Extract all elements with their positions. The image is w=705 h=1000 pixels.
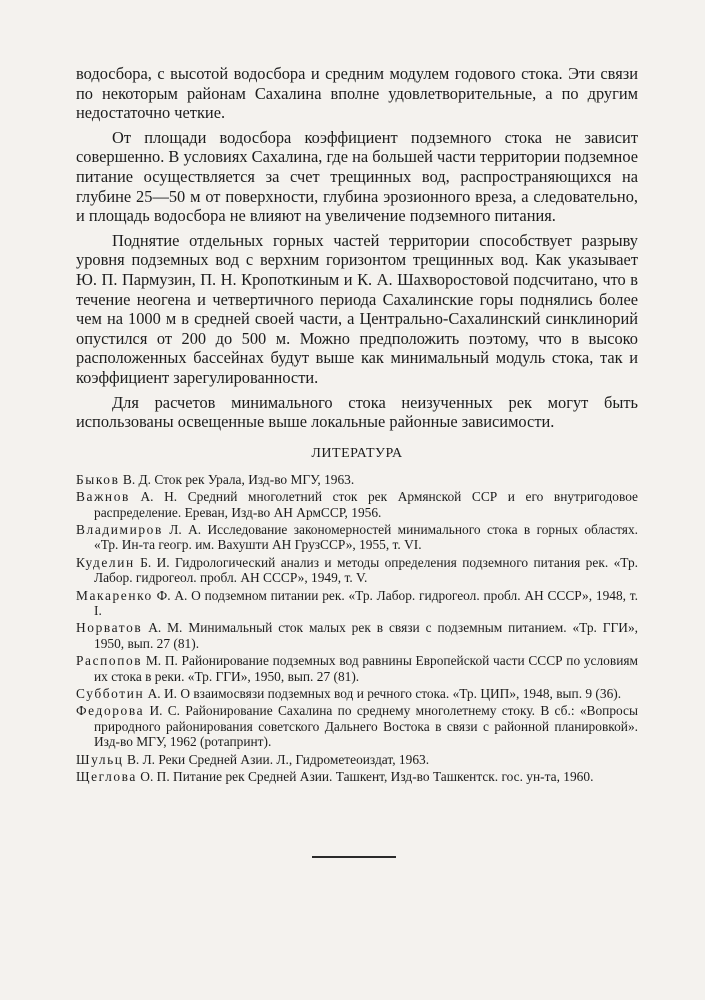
reference-text: А. М. Минимальный сток малых рек в связи с подземным питанием. «Тр. ГГИ», 1950, вып. 27 (81). <box>94 620 638 651</box>
reference-text: И. С. Районирование Сахалина по среднему многолетнему стоку. В сб.: «Вопросы природного районирования советского Дальнего Востока в связи с районной планировкой». Изд-во МГУ, 1962 (ротапринт). <box>94 703 638 750</box>
body-paragraph-1: водосбора, с высотой водосбора и средним модулем годового стока. Эти связи по некоторым районам Сахалина вполне удовлетворительные, а по другим недостаточно четкие. <box>76 64 638 123</box>
literature-heading: ЛИТЕРАТУРА <box>311 445 403 461</box>
reference-author: Щеглова <box>76 769 137 784</box>
reference-item <box>76 769 638 784</box>
reference-item <box>76 653 638 684</box>
reference-author: Субботин <box>76 685 145 701</box>
reference-text: Л. А. Исследование закономерностей минимального стока в горных областях. «Тр. Ин-та геогр. им. Вахушти АН ГрузССР», 1955, т. VI. <box>94 521 638 553</box>
reference-item <box>76 620 638 651</box>
reference-item <box>76 522 638 553</box>
reference-item <box>76 489 638 520</box>
reference-text: М. П. Районирование подземных вод равнины Европейской части СССР по условиям их стока в реки. «Тр. ГГИ», 1950, вып. 27 (81). <box>94 653 638 684</box>
reference-item <box>76 555 638 586</box>
reference-item <box>76 686 638 701</box>
reference-author: Шульц <box>76 751 124 767</box>
end-divider <box>312 856 396 858</box>
reference-text: В. Д. Сток рек Урала, Изд-во МГУ, 1963. <box>122 471 355 487</box>
page-content <box>76 64 638 786</box>
reference-text: О. П. Питание рек Средней Азии. Ташкент, Изд-во Ташкентск. гос. ун-та, 1960. <box>140 769 594 784</box>
reference-item <box>76 588 638 619</box>
reference-author: Федорова <box>76 703 145 719</box>
body-paragraph-3: Поднятие отдельных горных частей территории способствует разрыву уровня подземных вод с верхним горизонтом трещинных вод. Как указывает Ю. П. Пармузин, П. Н. Кропоткиным и К. А. Шахворостовой подсчитано, что в течение неогена и четвертичного периода Сахалинские горы поднялись более чем на 1000 м в средней своей части, а Центрально-Сахалинский синклинорий опустился от 200 до 500 м. Можно предположить поэтому, что в высоко расположенных бассейнах будут выше как минимальный модуль стока, так и коэффициент зарегулированности. <box>76 230 638 387</box>
reference-item <box>76 472 638 487</box>
body-paragraph-2: От площади водосбора коэффициент подземного стока не зависит совершенно. В условиях Сахалина, где на большей части территории подземное питание осуществляется за счет трещинных вод, распространяющихся на глубине 25—50 м от поверхности, глубина эрозионного вреза, а следовательно, и площадь водосбора не влияют на увеличение подземного питания. <box>76 127 638 226</box>
reference-author: Распопов <box>76 653 143 669</box>
reference-text: В. Л. Реки Средней Азии. Л., Гидрометеоиздат, 1963. <box>126 751 430 767</box>
reference-item <box>76 752 638 767</box>
reference-author: Куделин <box>76 554 135 570</box>
reference-author: Макаренко <box>76 587 153 603</box>
reference-author: Быков <box>76 471 120 487</box>
body-paragraph-4: Для расчетов минимального стока неизученных рек могут быть использованы освещенные выше локальные районные зависимости. <box>76 392 638 432</box>
reference-author: Важнов <box>76 489 130 505</box>
reference-text: Б. И. Гидрологический анализ и методы определения подземного питания рек. «Тр. Лабор. гидрогеол. пробл. АН СССР», 1949, т. V. <box>94 554 638 586</box>
reference-author: Владимиров <box>76 521 163 537</box>
reference-text: А. Н. Средний многолетний сток рек Армянской ССР и его внутригодовое распределение. Ереван, Изд-во АН АрмССР, 1956. <box>94 489 638 520</box>
reference-text: А. И. О взаимосвязи подземных вод и речного стока. «Тр. ЦИП», 1948, вып. 9 (36). <box>147 685 622 701</box>
reference-list <box>76 472 638 785</box>
reference-text: Ф. А. О подземном питании рек. «Тр. Лабор. гидрогеол. пробл. АН СССР», 1948, т. I. <box>94 587 638 618</box>
reference-author: Норватов <box>76 620 143 636</box>
reference-item <box>76 703 638 749</box>
